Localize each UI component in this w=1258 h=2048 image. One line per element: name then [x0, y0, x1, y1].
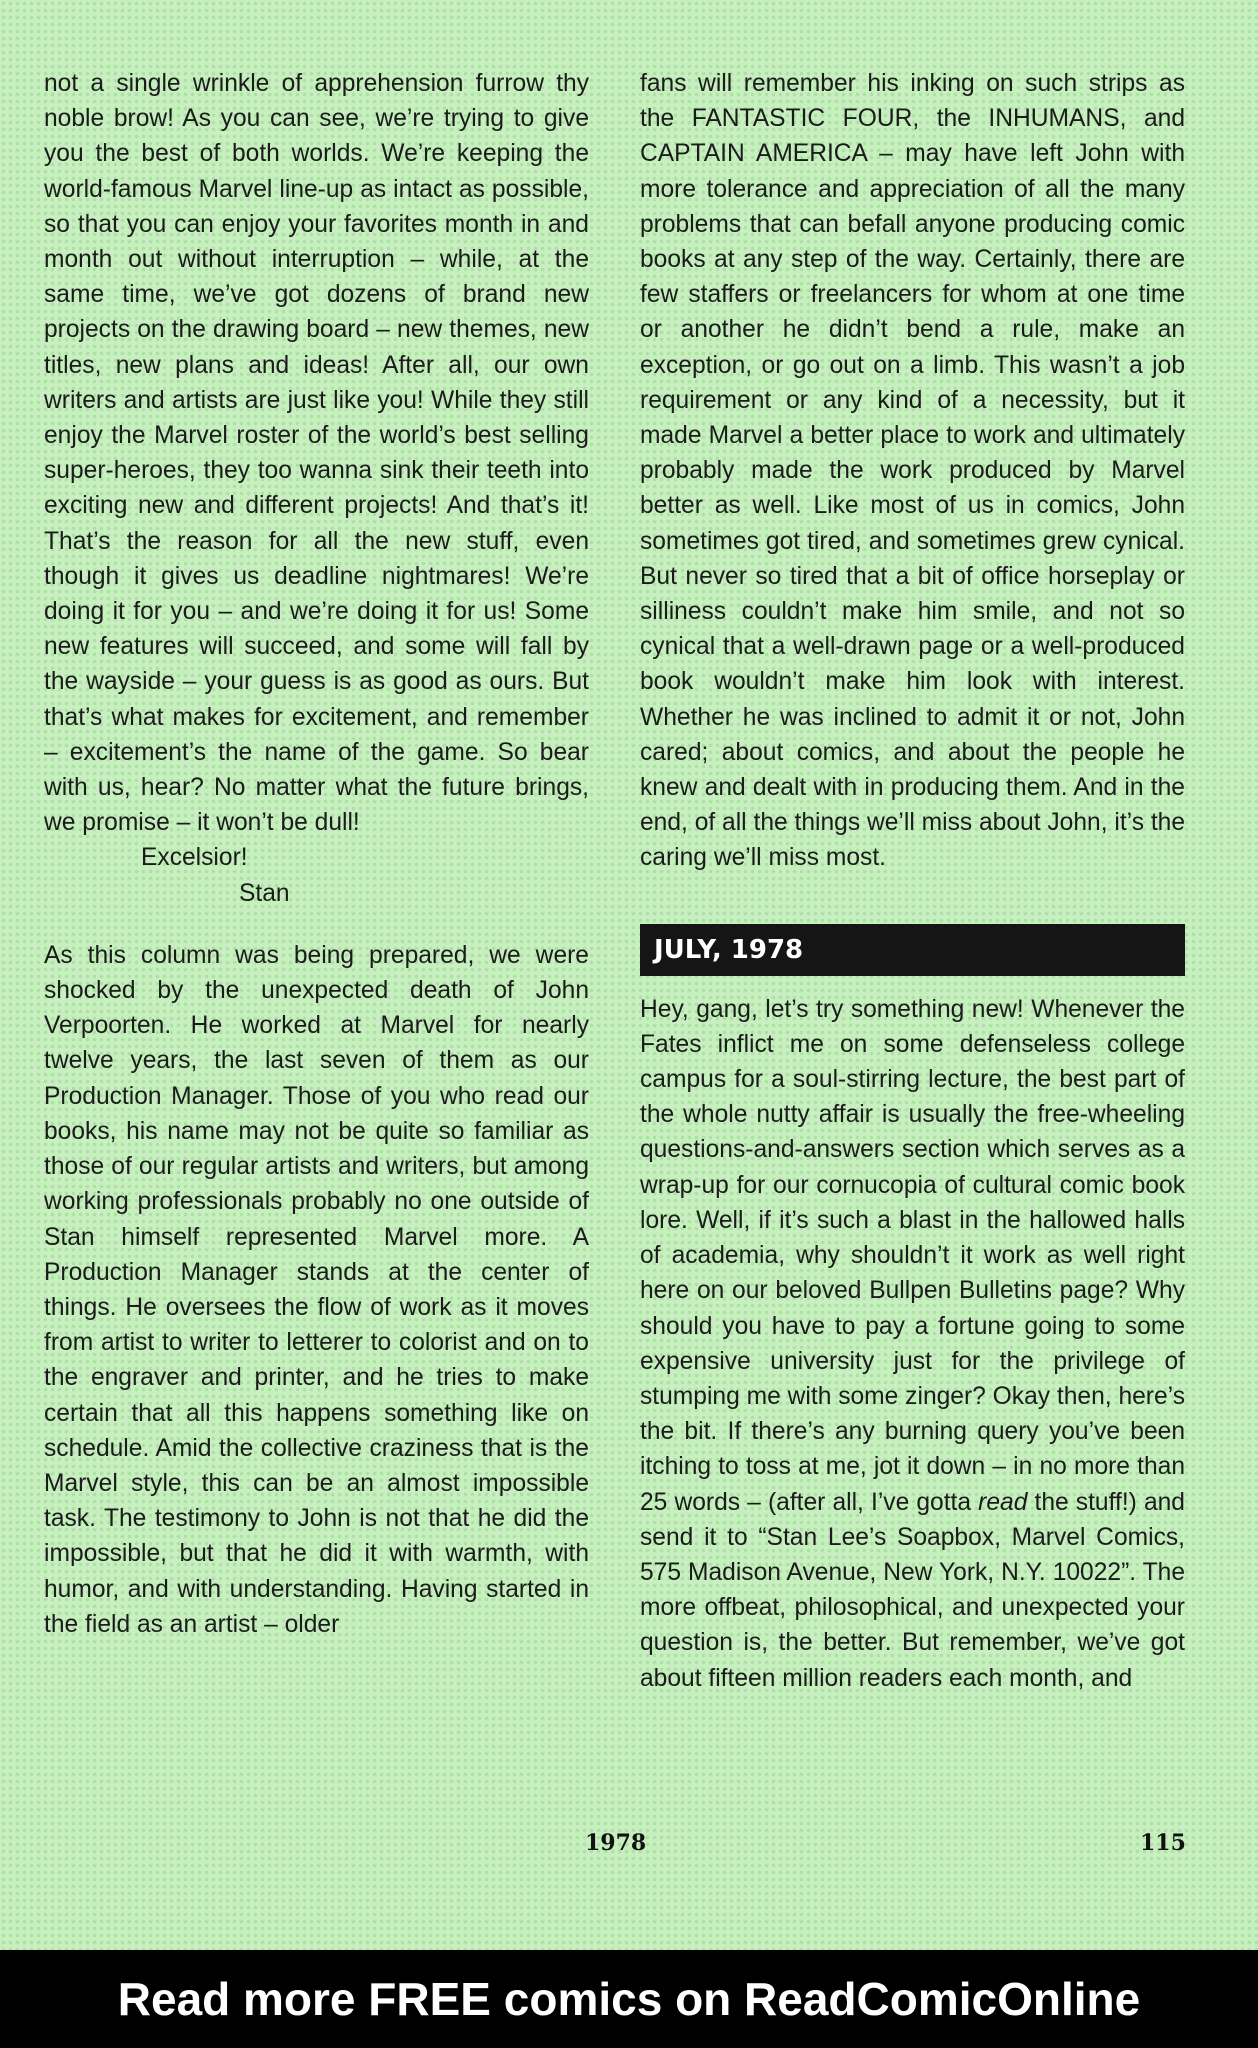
- italic-emphasis: read: [978, 1488, 1028, 1516]
- right-paragraph-2-part-2: the stuff!) and send it to “Stan Lee’s Soapbox, Marvel Comics, 575 Madison Avenue, New York, N.Y. 10022”. The more offbeat, philosophical, and unexpected your question is, the better. But remember, we’ve got about fifteen million readers each month, and: [640, 1488, 1185, 1692]
- signature: Stan: [239, 879, 290, 907]
- promo-banner[interactable]: Read more FREE comics on ReadComicOnline: [0, 1950, 1258, 2048]
- left-column: [44, 66, 589, 1642]
- page-number: 115: [1140, 1830, 1186, 1856]
- section-header: JULY, 1978: [640, 924, 1185, 976]
- left-paragraph-2: As this column was being prepared, we were shocked by the unexpected death of John Verpoorten. He worked at Marvel for nearly twelve years, the last seven of them as our Production Manager. Those of you who read our books, his name may not be quite so familiar as those of our regular artists and writers, but among working professionals probably no one outside of Stan himself represented Marvel more. A Production Manager stands at the center of things. He oversees the flow of work as it moves from artist to writer to letterer to colorist and on to the engraver and printer, and he tries to make certain that all this happens something like on schedule. Amid the collective craziness that is the Marvel style, this can be an almost impossible task. The testimony to John is not that he did the impossible, but that he did it with warmth, with humor, and with understanding. Having started in the field as an artist – older: [44, 941, 589, 1638]
- running-head: 1978: [585, 1830, 647, 1856]
- left-paragraph-1: not a single wrinkle of apprehension furrow thy noble brow! As you can see, we’re trying to give you the best of both worlds. We’re keeping the world-famous Marvel line-up as intact as possible, so that you can enjoy your favorites month in and month out without interruption – while, at the same time, we’ve got dozens of brand new projects on the drawing board – new themes, new titles, new plans and ideas! After all, our own writers and artists are just like you! While they still enjoy the Marvel roster of the world’s best selling super-heroes, they too wanna sink their teeth into exciting new and different projects! And that’s it! That’s the reason for all the new stuff, even though it gives us deadline nightmares! We’re doing it for you – and we’re doing it for us! Some new features will succeed, and some will fall by the wayside – your guess is as good as ours. But that’s what makes for excitement, and remember – excitement’s the name of the game. So bear with us, hear? No matter what the future brings, we promise – it won’t be dull!: [44, 70, 589, 837]
- right-paragraph-2: [640, 992, 1185, 1696]
- right-paragraph-1: fans will remember his inking on such strips as the FANTASTIC FOUR, the INHUMANS, and CAPTAIN AMERICA – may have left John with more tolerance and appreciation of all the many problems that can befall anyone producing comic books at any step of the way. Certainly, there are few staffers or freelancers for whom at one time or another he didn’t bend a rule, make an exception, or go out on a limb. This wasn’t a job requirement or any kind of a necessity, but it made Marvel a better place to work and ultimately probably made the work produced by Marvel better as well. Like most of us in comics, John sometimes got tired, and sometimes grew cynical. But never so tired that a bit of office horseplay or silliness couldn’t make him smile, and not so cynical that a well-drawn page or a well-produced book wouldn’t make him look with interest. Whether he was inclined to admit it or not, John cared; about comics, and about the people he knew and dealt with in producing them. And in the end, of all the things we’ll miss about John, it’s the caring we’ll miss most.: [640, 70, 1186, 872]
- right-column: [640, 66, 1185, 1696]
- sign-off: Excelsior!: [141, 844, 248, 872]
- right-paragraph-2-part-1: Hey, gang, let’s try something new! Whenever the Fates inflict me on some defenseless college campus for a soul-stirring lecture, the best part of the whole nutty affair is usually the free-wheeling questions-and-answers section which serves as a wrap-up for our cornucopia of cultural comic book lore. Well, if it’s such a blast in the hallowed halls of academia, why shouldn’t it work as well right here on our beloved Bullpen Bulletins page? Why should you have to pay a fortune going to some expensive university just for the privilege of stumping me with some zinger? Okay then, here’s the bit. If there’s any burning query you’ve been itching to toss at me, jot it down – in no more than 25 words – (after all, I’ve gotta: [640, 995, 1185, 1516]
